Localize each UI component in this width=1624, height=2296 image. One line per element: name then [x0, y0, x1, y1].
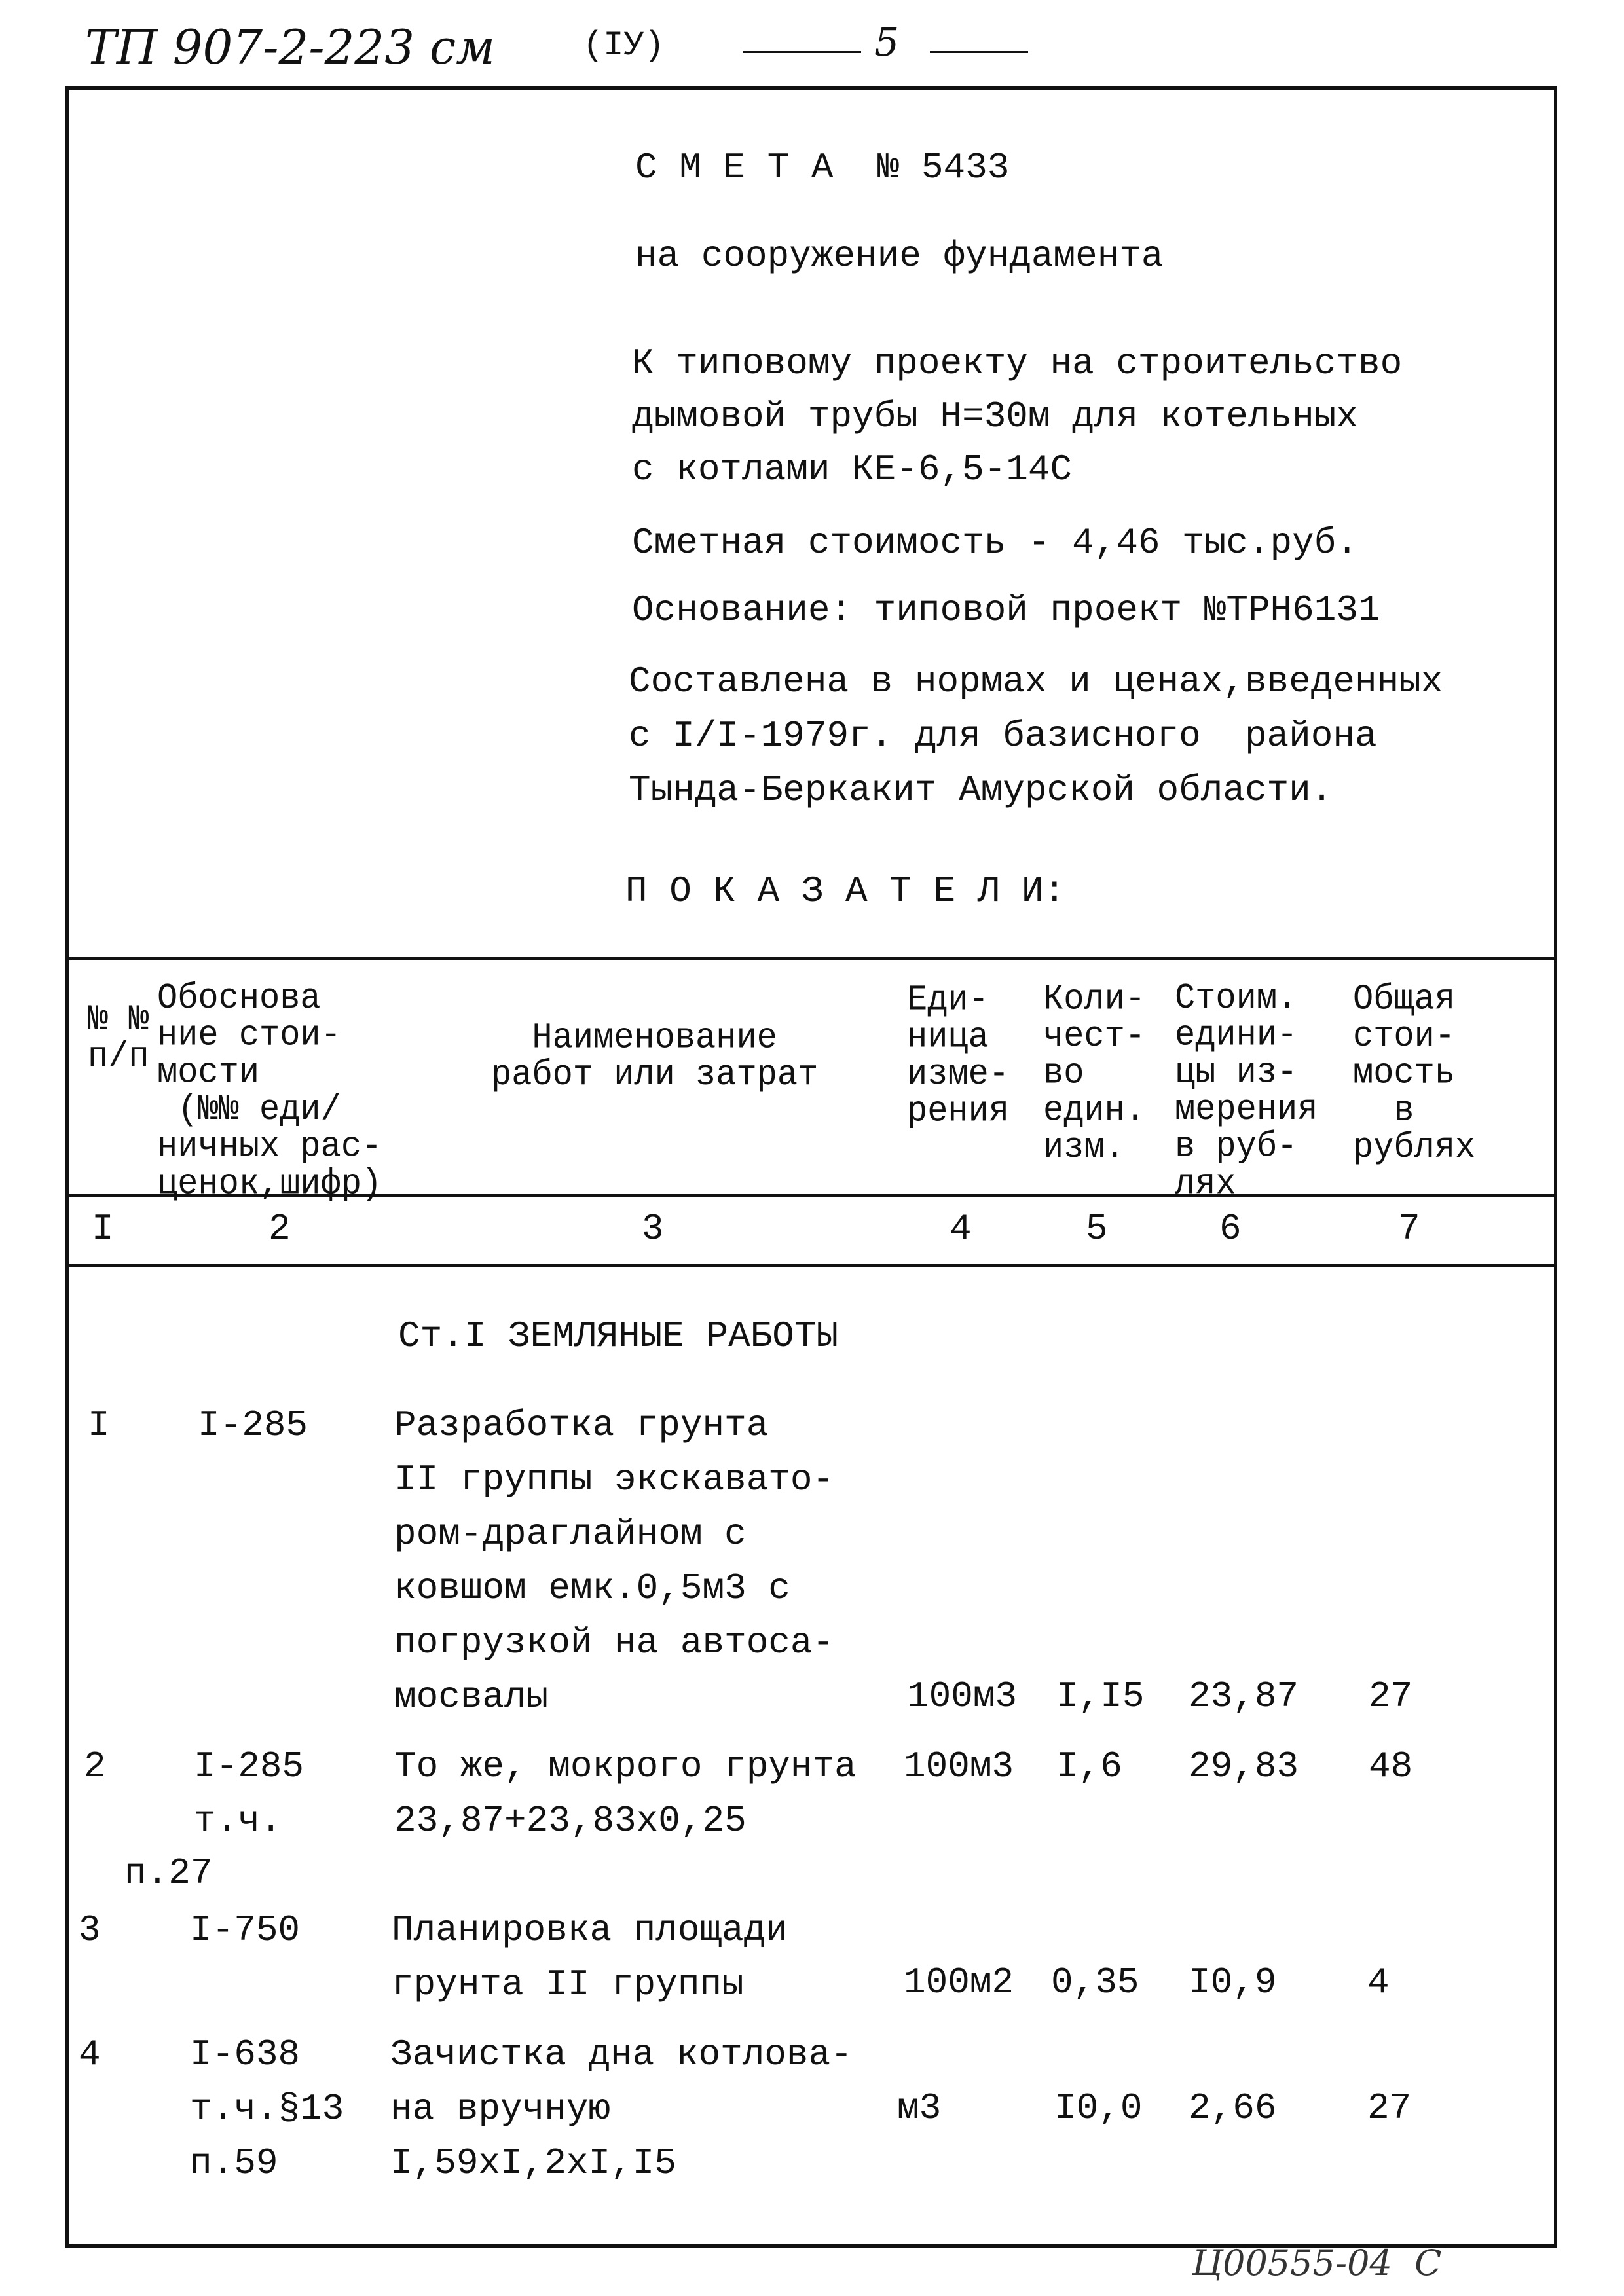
column-numbers-bottom-line	[65, 1264, 1557, 1267]
row-qty: I,I5	[1056, 1675, 1145, 1717]
row-price: 29,83	[1189, 1745, 1299, 1787]
row-name: То же, мокрого грунта 23,87+23,83x0,25	[394, 1745, 857, 1842]
row-unit: 100м3	[904, 1745, 1014, 1787]
row-code: I-750	[190, 1909, 301, 1951]
header-col-basis: Обоснова ние стои- мости (№№ еди/ ничных рас- ценок,шифр)	[157, 977, 382, 1205]
column-number-4: 4	[950, 1208, 972, 1250]
column-number-1: I	[92, 1208, 114, 1250]
row-total: 48	[1369, 1745, 1413, 1787]
row-code-extra: п.27	[124, 1852, 213, 1894]
footer-stamp: Ц00555-04 С	[1192, 2242, 1442, 2284]
frame-top	[65, 86, 1557, 90]
row-code: I-638 т.ч.§13 п.59	[190, 2033, 344, 2184]
row-number: 4	[79, 2033, 101, 2075]
row-price: 23,87	[1189, 1675, 1299, 1717]
project-description: К типовому проекту на строительство дымовой трубы Н=30м для котельных с котлами КЕ-6,5-14С	[632, 342, 1403, 490]
frame-left	[65, 86, 69, 2247]
document-code: ТП 907-2-223 см	[85, 20, 495, 75]
row-qty: I,6	[1056, 1745, 1122, 1787]
column-number-2: 2	[268, 1208, 291, 1250]
header-col-unit-price: Стоим. едини- цы из- мерения в руб- лях	[1175, 977, 1318, 1205]
row-name: Зачистка дна котлова- на вручную I,59xI,2xI,I5	[390, 2033, 853, 2184]
page-number-dash-right	[930, 51, 1028, 53]
row-number: I	[88, 1404, 110, 1446]
header-col-num: № № п/п	[88, 999, 149, 1077]
row-qty: I0,0	[1054, 2087, 1143, 2129]
header-col-total: Общая стои- мость в рублях	[1353, 979, 1476, 1168]
row-price: 2,66	[1189, 2087, 1277, 2129]
column-number-6: 6	[1219, 1208, 1242, 1250]
column-number-5: 5	[1086, 1208, 1108, 1250]
basis: Основание: типовой проект №ТРН6131	[632, 589, 1380, 631]
row-total: 27	[1369, 1675, 1413, 1717]
column-number-3: 3	[642, 1208, 664, 1250]
header-col-unit: Еди- ница изме- рения	[907, 979, 1010, 1132]
column-number-7: 7	[1398, 1208, 1420, 1250]
indicators-heading: П О К А З А Т Е Л И:	[625, 870, 1066, 912]
row-unit: 100м2	[904, 1961, 1014, 2003]
norms-note: Составлена в нормах и ценах,введенных с I/I-1979г. для базисного района Тында-Беркакит Амурской области.	[629, 661, 1443, 811]
page-number-dash-left	[743, 51, 861, 53]
row-unit: 100м3	[907, 1675, 1018, 1717]
volume-label: (IУ)	[583, 26, 665, 65]
header-col-qty: Коли- чест- во един. изм.	[1043, 979, 1146, 1168]
row-code: I-285 т.ч.	[194, 1745, 304, 1842]
row-unit: м3	[897, 2087, 942, 2129]
header-col-name: Наименование работ или затрат	[491, 1017, 819, 1095]
table-top-line	[65, 957, 1557, 960]
row-number: 3	[79, 1909, 101, 1951]
row-total: 27	[1367, 2087, 1412, 2129]
row-name: Планировка площади грунта II группы	[392, 1909, 788, 2005]
row-price: I0,9	[1189, 1961, 1277, 2003]
page-number: 5	[874, 20, 900, 65]
row-qty: 0,35	[1051, 1961, 1139, 2003]
row-number: 2	[84, 1745, 106, 1787]
row-total: 4	[1367, 1961, 1390, 2003]
section-heading: Ст.I ЗЕМЛЯНЫЕ РАБОТЫ	[398, 1315, 839, 1357]
estimated-cost: Сметная стоимость - 4,46 тыс.руб.	[632, 522, 1358, 564]
row-code: I-285	[198, 1404, 308, 1446]
row-name: Разработка грунта II группы экскавато- ром-драглайном с ковшом емк.0,5м3 с погрузкой на автоса- мосвалы	[394, 1404, 835, 1718]
estimate-title: С М Е Т А № 5433	[635, 147, 1010, 189]
frame-right	[1554, 86, 1557, 2247]
estimate-subject: на сооружение фундамента	[635, 235, 1164, 277]
